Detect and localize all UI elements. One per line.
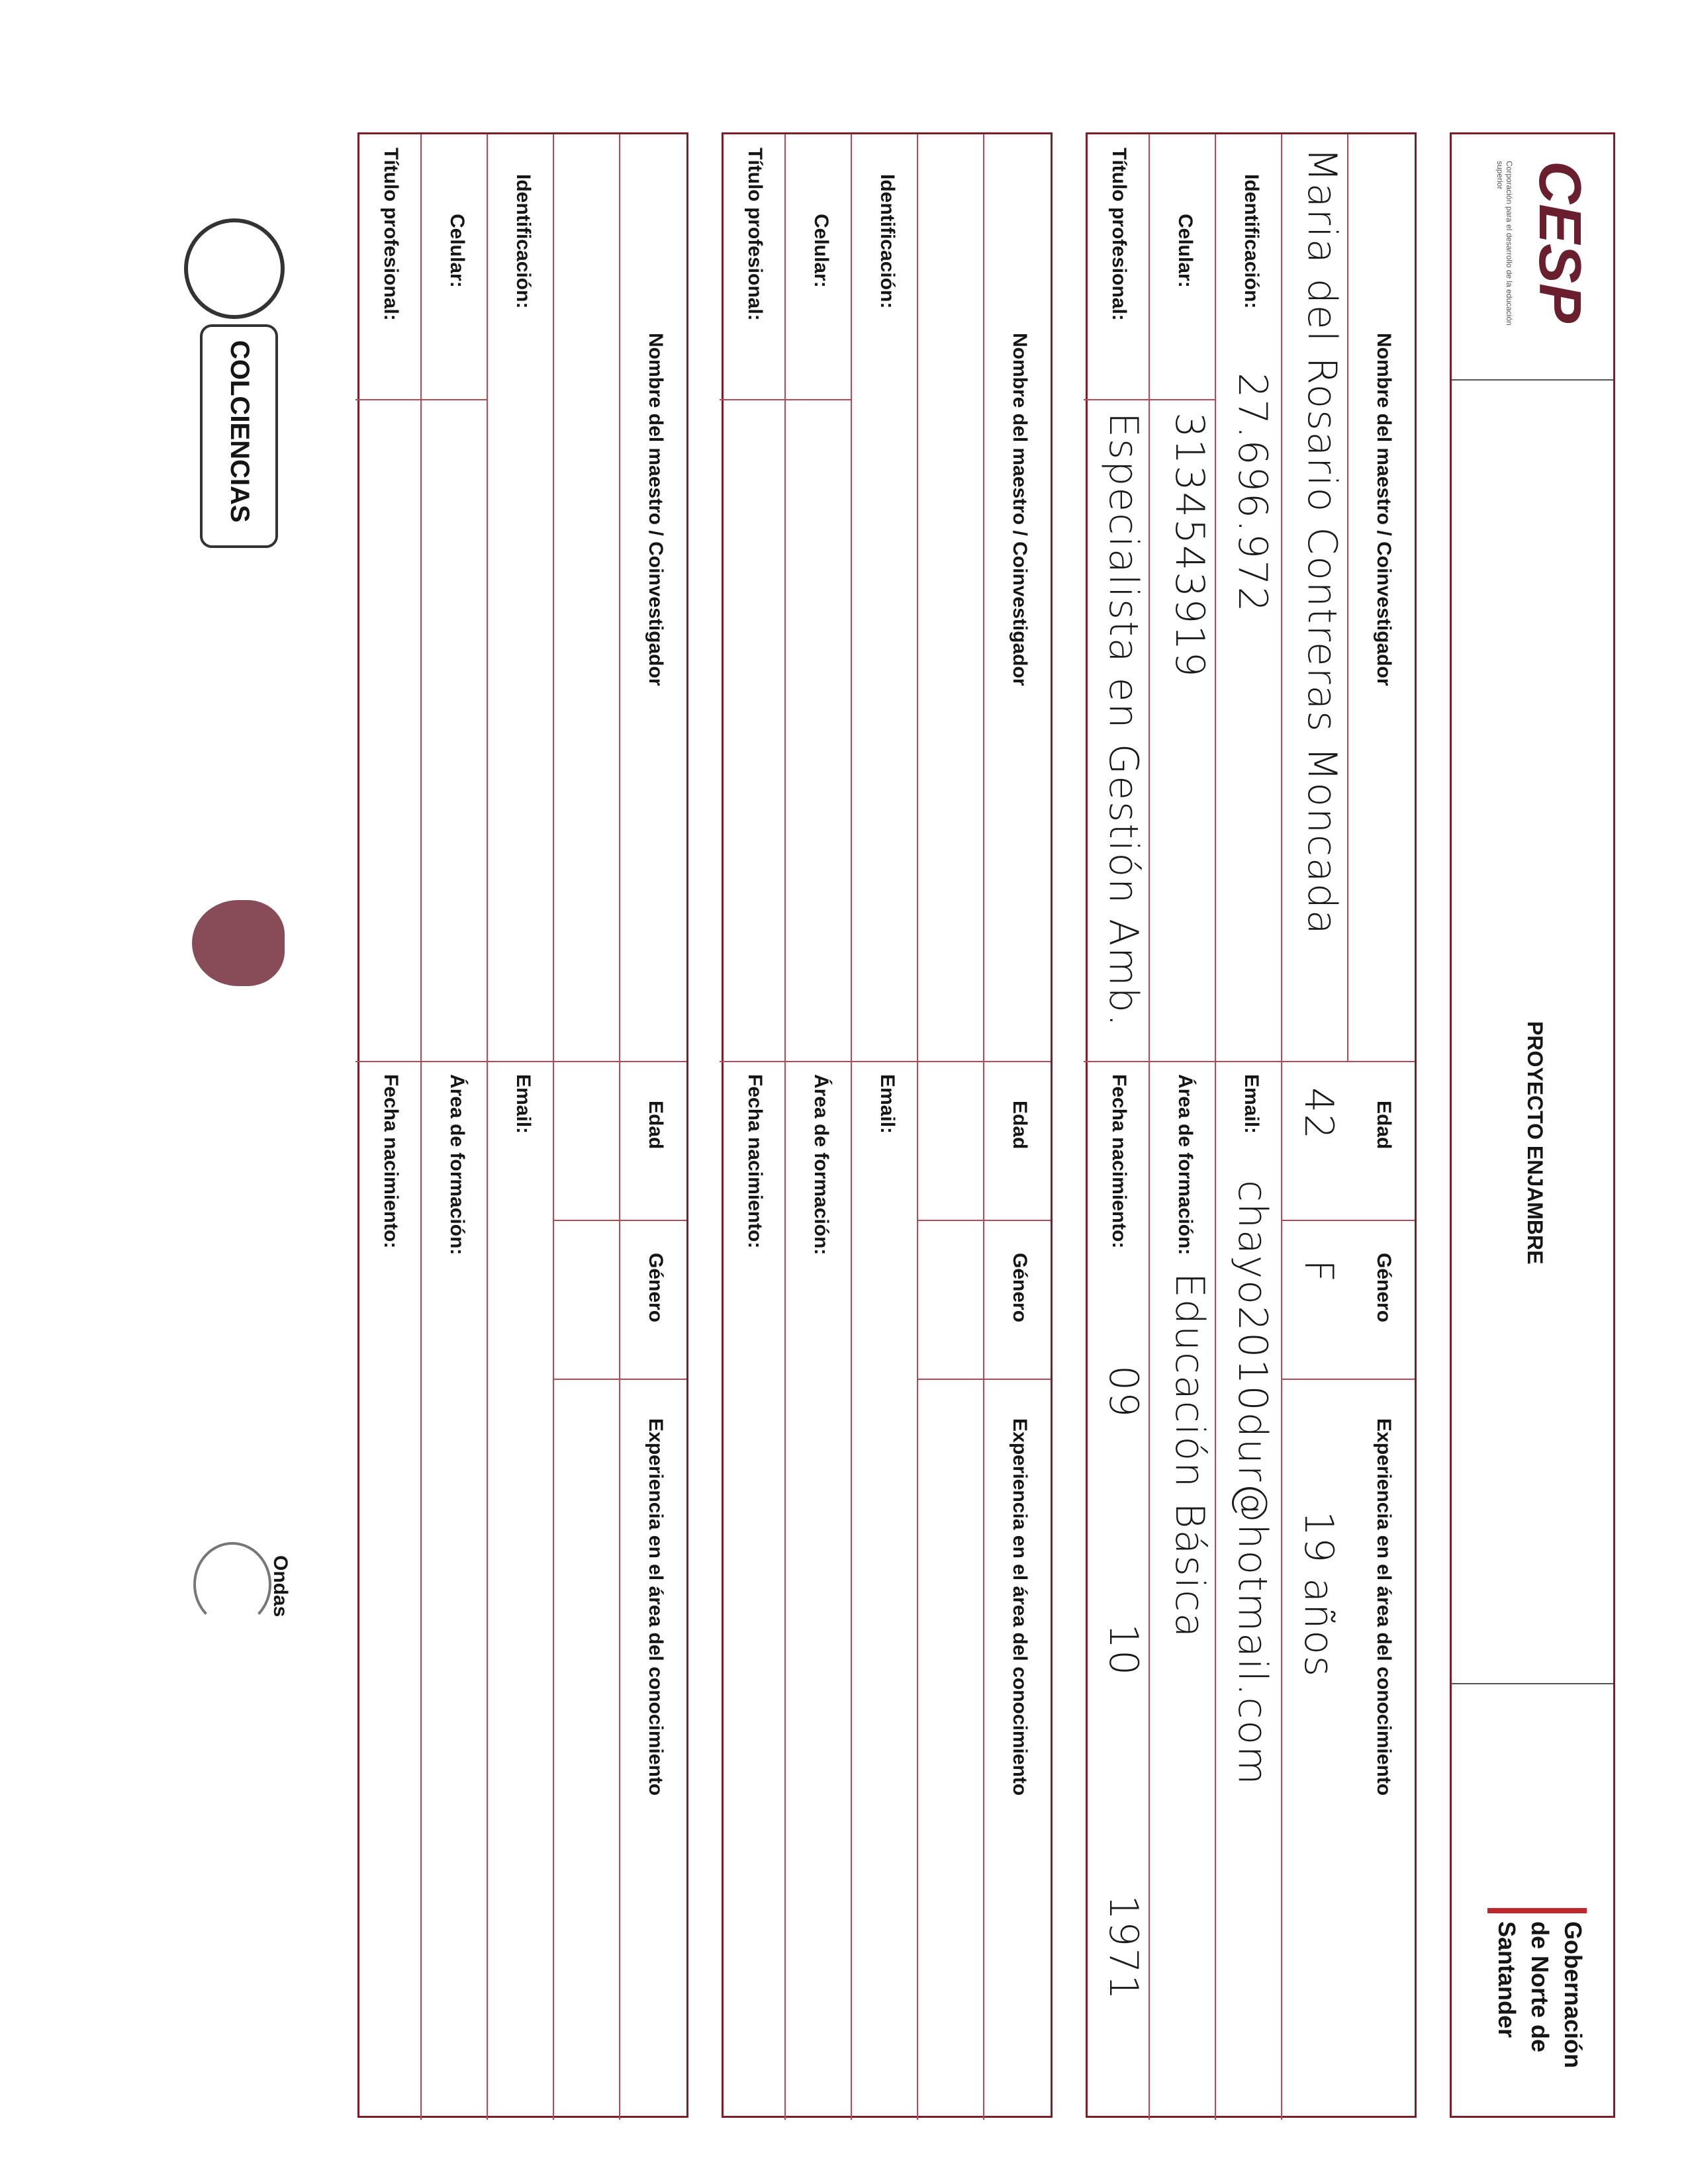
- cesp-logo: CESP: [1526, 161, 1593, 324]
- project-title: PROYECTO ENJAMBRE: [1523, 1021, 1547, 1265]
- label-genero: Género: [645, 1253, 667, 1323]
- label-experiencia: Experiencia en el área del conocimiento: [645, 1418, 667, 1796]
- label-genero: Género: [1009, 1253, 1031, 1323]
- label-edad: Edad: [1009, 1101, 1031, 1150]
- gob-line-1: Gobernación: [1560, 1921, 1587, 2069]
- label-celular: Celular:: [810, 214, 832, 288]
- colciencias-text: COLCIENCIAS: [225, 340, 254, 523]
- gob-line-2: de Norte de: [1526, 1921, 1554, 2053]
- label-nombre: Nombre del maestro / Coinvestigador: [1009, 333, 1031, 686]
- label-fecha: Fecha nacimiento:: [744, 1074, 766, 1249]
- value-experiencia: 19 años: [1295, 1511, 1342, 1678]
- value-identificacion: 27.696.972: [1229, 373, 1276, 614]
- form-header: [1450, 132, 1615, 2118]
- value-titulo: Especialista en Gestión Amb.: [1100, 412, 1147, 1028]
- label-titulo: Título profesional:: [744, 148, 766, 321]
- value-nombre: Maria del Rosario Contreras Moncada: [1299, 148, 1345, 936]
- label-fecha: Fecha nacimiento:: [380, 1074, 402, 1249]
- value-fecha-mes: 10: [1100, 1623, 1147, 1677]
- label-area: Área de formación:: [810, 1074, 832, 1255]
- label-experiencia: Experiencia en el área del conocimiento: [1373, 1418, 1395, 1796]
- label-experiencia: Experiencia en el área del conocimiento: [1009, 1418, 1031, 1796]
- label-celular: Celular:: [1174, 214, 1196, 288]
- value-genero: F: [1295, 1259, 1342, 1284]
- label-edad: Edad: [645, 1101, 667, 1150]
- label-titulo: Título profesional:: [1108, 148, 1130, 321]
- ondas-text: Ondas: [269, 1555, 291, 1617]
- label-genero: Género: [1373, 1253, 1395, 1323]
- colciencias-logo: [200, 324, 278, 548]
- label-fecha: Fecha nacimiento:: [1108, 1074, 1130, 1249]
- label-nombre: Nombre del maestro / Coinvestigador: [645, 333, 667, 686]
- teacher-block-1: [1086, 132, 1417, 2118]
- label-edad: Edad: [1373, 1101, 1395, 1150]
- ondas-logo-icon: [193, 1542, 271, 1627]
- value-celular: 3134543919: [1166, 412, 1213, 678]
- label-email: Email:: [1241, 1074, 1262, 1134]
- value-email: chayo2010dur@hotmail.com: [1229, 1180, 1276, 1786]
- label-area: Área de formación:: [1174, 1074, 1196, 1255]
- teacher-block-2: [722, 132, 1053, 2118]
- label-identificacion: Identificación:: [512, 174, 534, 309]
- label-celular: Celular:: [446, 214, 468, 288]
- value-edad: 42: [1295, 1087, 1342, 1141]
- label-identificacion: Identificación:: [876, 174, 898, 309]
- teacher-block-3: [357, 132, 688, 2118]
- label-nombre: Nombre del maestro / Coinvestigador: [1373, 333, 1395, 686]
- value-fecha-dia: 09: [1100, 1365, 1147, 1419]
- label-email: Email:: [512, 1074, 534, 1134]
- label-email: Email:: [876, 1074, 898, 1134]
- cesp-subtitle: Corporación para el desarrollo de la educación superior: [1495, 161, 1514, 326]
- value-area: Educación Básica: [1166, 1273, 1213, 1639]
- label-area: Área de formación:: [446, 1074, 468, 1255]
- label-identificacion: Identificación:: [1241, 174, 1262, 309]
- label-titulo: Título profesional:: [380, 148, 402, 321]
- gob-accent-bar: [1487, 1908, 1587, 1913]
- colciencias-emblem-icon: [184, 218, 285, 319]
- gob-line-3: Santander: [1493, 1921, 1521, 2038]
- value-fecha-anio: 1971: [1100, 1895, 1147, 2001]
- coat-of-arms-icon: [192, 900, 285, 986]
